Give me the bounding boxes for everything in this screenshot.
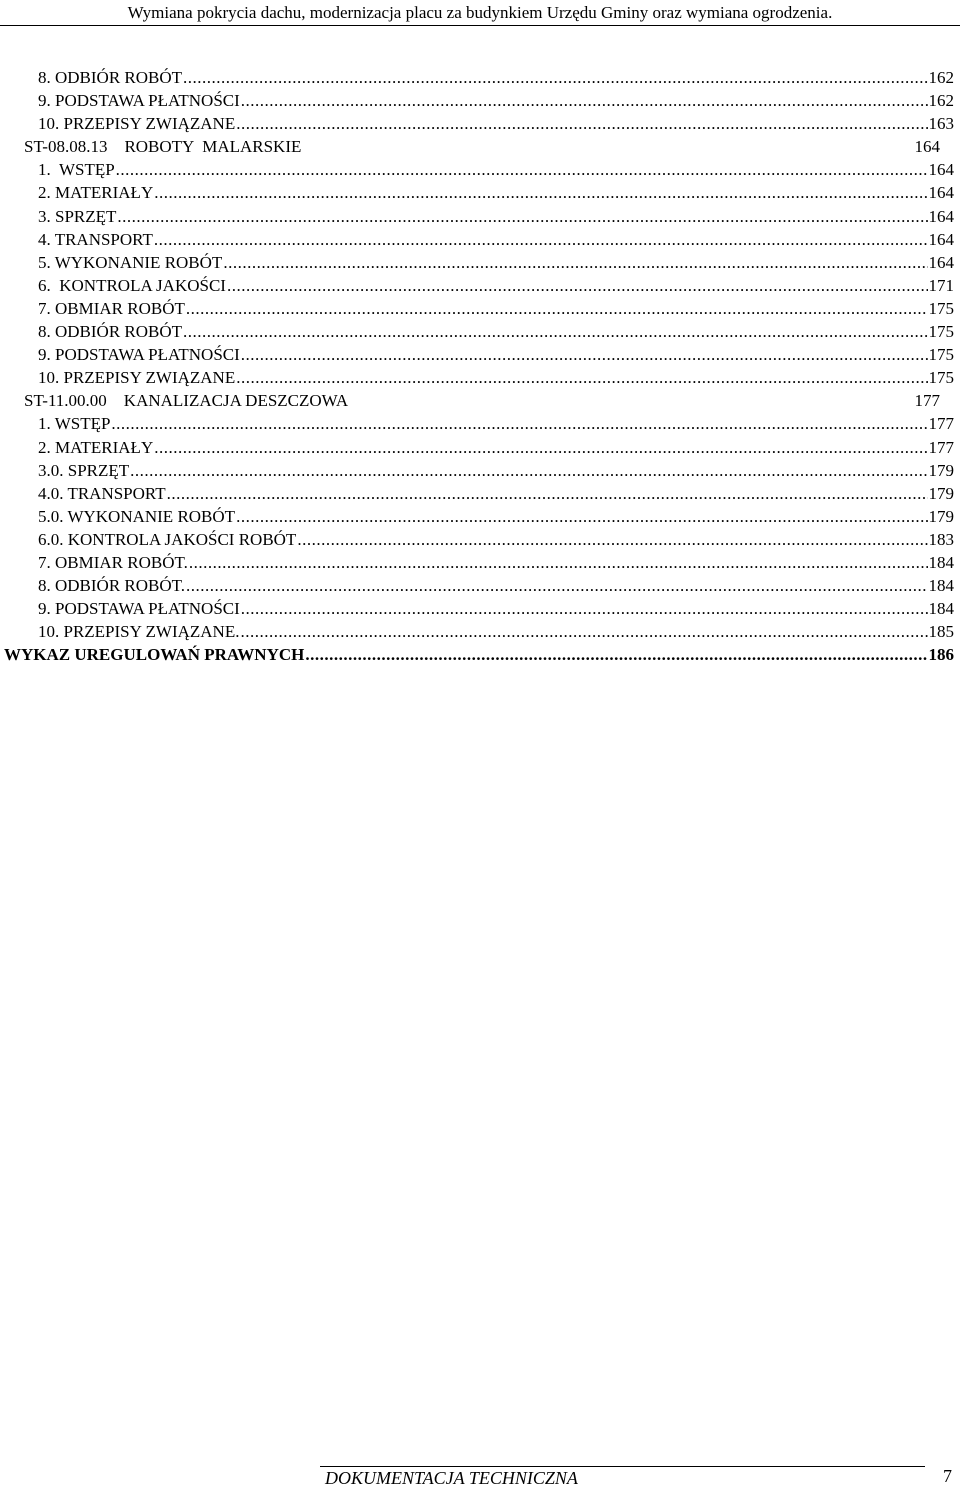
toc-section-entry[interactable] — [24, 389, 954, 412]
toc-dot-leader — [116, 158, 928, 181]
toc-entry-label: 4. TRANSPORT — [38, 229, 153, 249]
footer-divider — [320, 1466, 925, 1467]
toc-dot-leader — [111, 412, 927, 435]
toc-entry-label: 1. WSTĘP — [38, 414, 111, 434]
toc-dot-leader — [241, 597, 928, 620]
toc-entry[interactable] — [24, 158, 954, 181]
toc-entry-page: 164 — [928, 183, 954, 203]
toc-dot-leader — [154, 181, 927, 204]
page-header — [0, 0, 960, 26]
toc-entry[interactable] — [24, 343, 954, 366]
toc-dot-leader — [227, 274, 928, 297]
toc-dot-leader — [183, 320, 927, 343]
toc-entry[interactable] — [24, 459, 954, 482]
toc-entry-label: 6. KONTROLA JAKOŚCI — [38, 275, 226, 295]
toc-entry-page: 171 — [928, 275, 954, 295]
toc-dot-leader — [189, 551, 928, 574]
toc-entry[interactable] — [24, 205, 954, 228]
toc-dot-leader — [305, 643, 927, 666]
toc-dot-leader — [183, 66, 927, 89]
toc-entry-label: 10. PRZEPISY ZWIĄZANE. — [38, 622, 240, 642]
toc-dot-leader — [236, 366, 927, 389]
toc-entry-page: 164 — [928, 206, 954, 226]
toc-entry-page: 185 — [928, 622, 954, 642]
toc-entry-label: 8. ODBIÓR ROBÓT — [38, 322, 183, 342]
toc-entry[interactable] — [24, 574, 954, 597]
toc-entry[interactable] — [24, 297, 954, 320]
toc-entry-page: 162 — [928, 91, 954, 111]
toc-entry-label: 9. PODSTAWA PŁATNOŚCI — [38, 599, 240, 619]
toc-entry[interactable] — [24, 228, 954, 251]
toc-dot-leader — [297, 528, 927, 551]
toc-entry-page: 177 — [914, 391, 940, 411]
toc-entry-page: 177 — [928, 437, 954, 457]
toc-entry-page: 164 — [928, 252, 954, 272]
toc-entry-label: 1. WSTĘP — [38, 160, 115, 180]
toc-dot-leader — [130, 459, 927, 482]
table-of-contents — [4, 66, 954, 666]
toc-dot-leader — [167, 482, 928, 505]
toc-entry-label: 6.0. KONTROLA JAKOŚCI ROBÓT — [38, 529, 297, 549]
toc-entry-page: 163 — [928, 114, 954, 134]
toc-entry-page: 164 — [914, 137, 940, 157]
toc-entry-label: 2. MATERIAŁY — [38, 437, 154, 457]
toc-dot-leader — [117, 205, 927, 228]
toc-entry-page: 164 — [928, 160, 954, 180]
toc-entry-page: 179 — [928, 506, 954, 526]
toc-entry-label: ST-11.00.00 KANALIZACJA DESZCZOWA — [24, 391, 349, 411]
toc-entry-page: 184 — [928, 576, 954, 596]
toc-entry-label: 9. PODSTAWA PŁATNOŚCI — [38, 345, 240, 365]
toc-entry-page: 175 — [928, 368, 954, 388]
toc-entry-label: 8. ODBIÓR ROBÓT. — [38, 576, 186, 596]
toc-entry[interactable] — [24, 251, 954, 274]
toc-entry[interactable] — [24, 551, 954, 574]
toc-dot-leader — [241, 343, 928, 366]
toc-entry-page: 175 — [928, 322, 954, 342]
toc-dot-leader — [236, 505, 927, 528]
toc-entry-label: 5. WYKONANIE ROBÓT — [38, 252, 223, 272]
toc-entry-page: 179 — [928, 460, 954, 480]
document-title: Wymiana pokrycia dachu, modernizacja placu za budynkiem Urzędu Gminy oraz wymiana ogrodzenia. — [127, 3, 833, 22]
toc-dot-leader — [223, 251, 927, 274]
toc-dot-leader — [186, 297, 928, 320]
toc-entry-label: 8. ODBIÓR ROBÓT — [38, 68, 183, 87]
toc-entry[interactable] — [24, 274, 954, 297]
toc-dot-leader — [240, 620, 927, 643]
toc-entry-label: 3.0. SPRZĘT — [38, 460, 130, 480]
toc-entry-page: 184 — [928, 599, 954, 619]
toc-dot-leader — [186, 574, 927, 597]
page-number: 7 — [943, 1466, 952, 1486]
toc-entry-label: 10. PRZEPISY ZWIĄZANE — [38, 114, 236, 134]
toc-entry-label: 5.0. WYKONANIE ROBÓT — [38, 506, 236, 526]
toc-entry-page: 186 — [928, 645, 954, 665]
toc-entry-label: 10. PRZEPISY ZWIĄZANE — [38, 368, 236, 388]
toc-entry-label: 4.0. TRANSPORT — [38, 483, 166, 503]
toc-entry[interactable] — [24, 89, 954, 112]
toc-dot-leader — [241, 89, 928, 112]
toc-entry-label: ST-08.08.13 ROBOTY MALARSKIE — [24, 137, 302, 157]
toc-section-entry[interactable] — [24, 135, 954, 158]
toc-entry-page: 175 — [928, 345, 954, 365]
toc-entry-label: 7. OBMIAR ROBÓT. — [38, 552, 188, 572]
toc-entry-page: 179 — [928, 483, 954, 503]
toc-entry-label: 2. MATERIAŁY — [38, 183, 154, 203]
toc-entry-page: 183 — [928, 529, 954, 549]
toc-dot-leader — [154, 436, 927, 459]
toc-entry[interactable] — [24, 66, 954, 89]
toc-dot-leader — [236, 112, 927, 135]
toc-entry-page: 175 — [928, 298, 954, 318]
toc-dot-leader — [154, 228, 928, 251]
toc-entry-label: WYKAZ UREGULOWAŃ PRAWNYCH — [4, 645, 305, 665]
toc-entry-page: 177 — [928, 414, 954, 434]
toc-entry[interactable] — [24, 366, 954, 389]
toc-entry-page: 164 — [928, 229, 954, 249]
toc-entry-label: 7. OBMIAR ROBÓT — [38, 298, 185, 318]
toc-final-entry[interactable] — [4, 643, 954, 666]
toc-entry[interactable] — [24, 482, 954, 505]
footer-label: DOKUMENTACJA TECHNICZNA — [325, 1468, 578, 1488]
toc-entry[interactable] — [24, 181, 954, 204]
toc-entry[interactable] — [24, 320, 954, 343]
toc-entry[interactable] — [24, 597, 954, 620]
toc-entry[interactable] — [24, 528, 954, 551]
toc-entry[interactable] — [24, 436, 954, 459]
toc-entry[interactable] — [24, 412, 954, 435]
toc-entry[interactable] — [24, 620, 954, 643]
toc-entry[interactable] — [24, 112, 954, 135]
toc-entry[interactable] — [24, 505, 954, 528]
toc-entry-page: 162 — [928, 68, 954, 87]
toc-entry-label: 3. SPRZĘT — [38, 206, 117, 226]
toc-entry-page: 184 — [928, 552, 954, 572]
toc-entry-label: 9. PODSTAWA PŁATNOŚCI — [38, 91, 240, 111]
